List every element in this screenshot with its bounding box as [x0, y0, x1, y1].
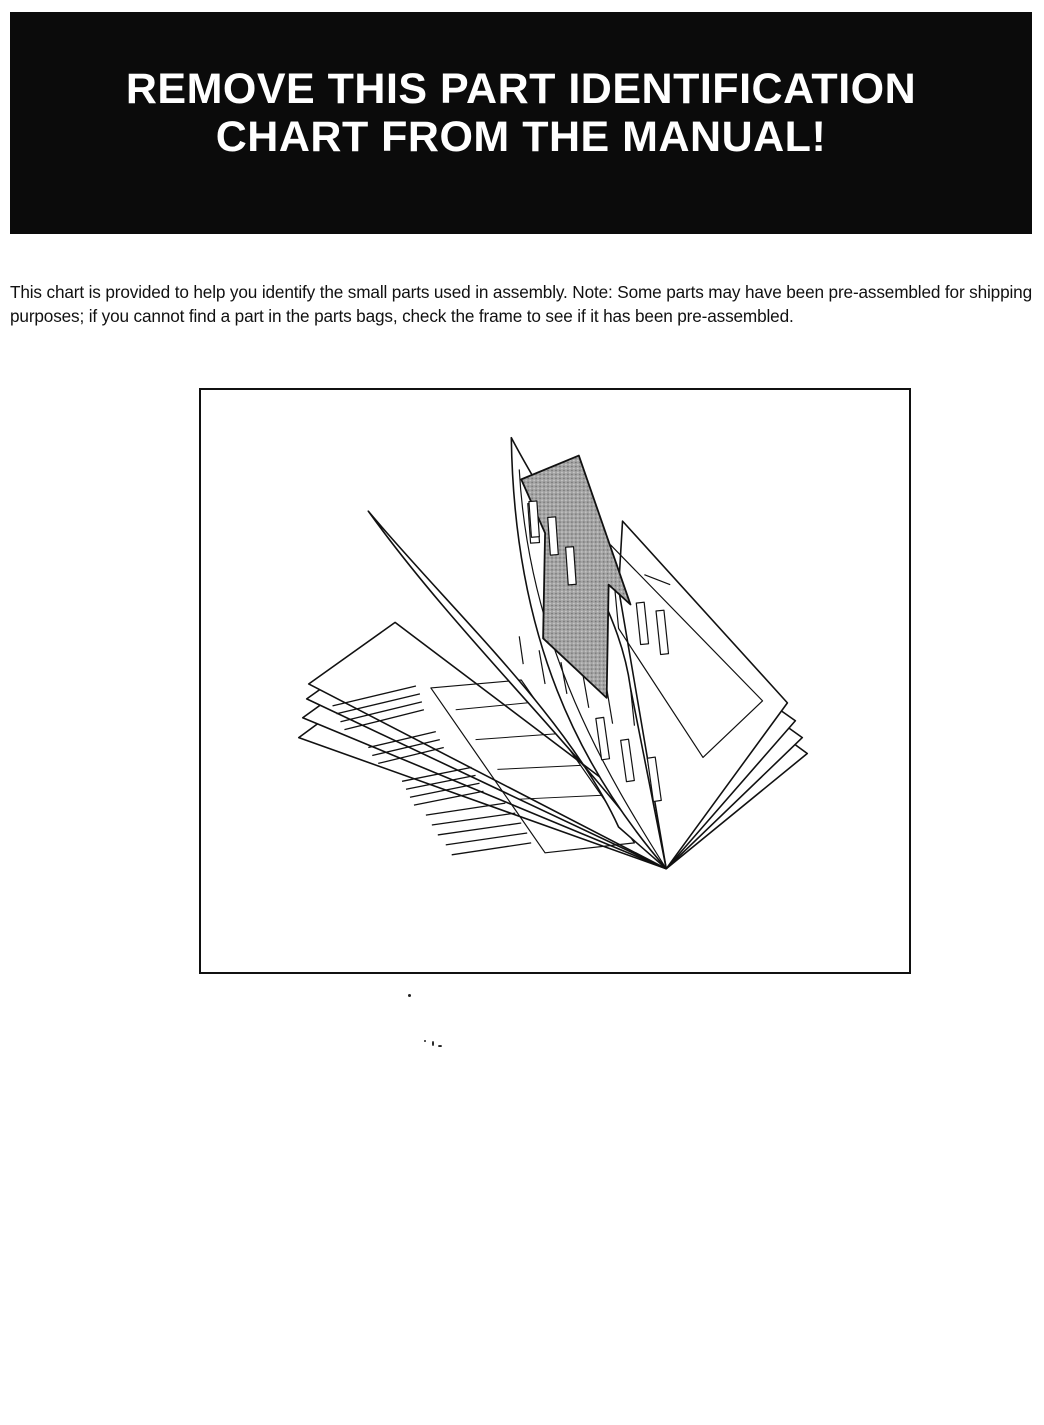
banner-title-line-2: CHART FROM THE MANUAL!	[215, 113, 827, 161]
warning-banner	[10, 12, 1032, 234]
banner-title-line-1: REMOVE THIS PART IDENTIFICATION	[125, 65, 917, 113]
intro-paragraph: This chart is provided to help you identify the small parts used in assembly. Note: Some parts may have been pre-assembled for shipping purposes; if you cannot find a part in the parts bags, check the frame to see if it has been pre-assembled.	[10, 282, 1032, 326]
scan-speck	[438, 1045, 442, 1047]
manual-illustration-frame	[199, 388, 911, 974]
scan-speck	[408, 994, 411, 997]
manual-with-removable-chart-illustration	[201, 390, 909, 972]
scan-speck	[424, 1040, 426, 1042]
scan-speck	[432, 1041, 434, 1046]
